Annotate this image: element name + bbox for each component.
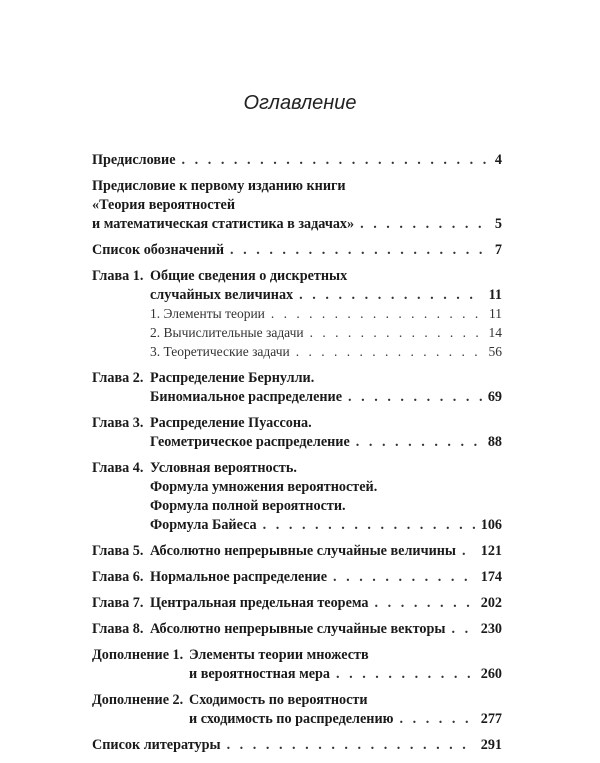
toc-entry-foreword-first-edition[interactable] [92,178,502,235]
toc-entry-references[interactable] [92,737,502,756]
entry-title-line: Нормальное распределение [150,569,327,585]
page-number: 14 [488,325,502,340]
entry-title-line: и математическая статистика в задачах» [92,216,355,232]
entry-title: Список обозначений [92,242,225,258]
toc-entry-chapter-7[interactable] [92,595,502,614]
entry-title-line: и сходимость по распределению [189,711,394,727]
toc-section[interactable] [92,344,502,363]
page-number: 121 [480,543,502,559]
toc-section[interactable] [92,306,502,325]
toc-entry-chapter-6[interactable] [92,569,502,588]
page-number: 56 [488,344,502,359]
section-title: 1. Элементы теории [150,306,265,321]
toc-entry-notation[interactable] [92,242,502,261]
page-title: Оглавление [243,92,357,114]
dot-leader [360,216,489,233]
dot-leader [348,389,482,406]
entry-title-line: Элементы теории множеств [189,647,369,663]
chapter-label: Глава 1. [92,268,144,284]
entry-title-line: Условная вероятность. [150,460,297,476]
page-number: 106 [480,517,502,533]
page-number: 202 [480,595,502,611]
toc-entry-foreword[interactable] [92,152,502,171]
chapter-label: Глава 3. [92,415,144,431]
entry-title-line: Формула полной вероятности. [150,498,346,514]
entry-title: Предисловие [92,152,176,168]
toc-entry-chapter-1[interactable] [92,268,502,363]
chapter-label: Глава 2. [92,370,144,386]
toc-section[interactable] [92,325,502,344]
table-of-contents [92,152,502,763]
page-number: 4 [494,152,502,168]
page-number: 174 [480,569,502,585]
entry-title-line: Центральная предельная теорема [150,595,369,611]
entry-title-line: Распределение Пуассона. [150,415,312,431]
chapter-label: Глава 7. [92,595,144,611]
page-number: 88 [487,434,502,450]
dot-leader [375,595,475,612]
toc-entry-chapter-5[interactable] [92,543,502,562]
page-number: 291 [480,737,502,753]
page-number: 260 [480,666,502,682]
dot-leader [182,152,489,169]
entry-title-line: Абсолютно непрерывные случайные величины [150,543,457,559]
entry-title-line: Геометрическое распределение [150,434,350,450]
dot-leader [227,737,475,754]
page-number: 69 [487,389,502,405]
toc-entry-chapter-2[interactable] [92,370,502,408]
entry-title-line: Сходимость по вероятности [189,692,368,708]
entry-title-line: Формула Байеса [150,517,257,533]
toc-entry-appendix-1[interactable] [92,647,502,685]
dot-leader [310,325,483,341]
entry-title-line: Биномиальное распределение [150,389,343,405]
entry-title-line: случайных величинах [150,287,294,303]
chapter-label: Глава 4. [92,460,144,476]
page-number: 11 [488,287,502,303]
appendix-label: Дополнение 2. [92,692,184,708]
entry-title-line: Общие сведения о дискретных [150,268,348,284]
page-number: 5 [494,216,502,232]
dot-leader [296,344,483,360]
toc-entry-chapter-8[interactable] [92,621,502,640]
entry-title-line: Формула умножения вероятностей. [150,479,378,495]
page-number: 277 [480,711,502,727]
appendix-label: Дополнение 1. [92,647,184,663]
entry-title-line: Распределение Бернулли. [150,370,315,386]
dot-leader [230,242,489,259]
chapter-label: Глава 8. [92,621,144,637]
toc-entry-appendix-2[interactable] [92,692,502,730]
dot-leader [299,287,482,304]
toc-entry-chapter-3[interactable] [92,415,502,453]
dot-leader [462,543,475,560]
dot-leader [263,517,475,534]
chapter-label: Глава 6. [92,569,144,585]
entry-title-line: «Теория вероятностей [92,197,236,213]
page-number: 7 [494,242,502,258]
section-title: 2. Вычислительные задачи [150,325,304,340]
toc-entry-chapter-4[interactable] [92,460,502,536]
page-number: 11 [489,306,502,321]
chapter-label: Глава 5. [92,543,144,559]
dot-leader [451,621,474,638]
dot-leader [271,306,483,322]
entry-title: Список литературы [92,737,221,753]
entry-title-line: Абсолютно непрерывные случайные векторы [150,621,446,637]
page-number: 230 [480,621,502,637]
dot-leader [336,666,475,683]
entry-title-line: и вероятностная мера [189,666,331,682]
dot-leader [333,569,475,586]
section-title: 3. Теоретические задачи [150,344,290,359]
dot-leader [400,711,475,728]
entry-title-line: Предисловие к первому изданию книги [92,178,346,194]
dot-leader [356,434,482,451]
